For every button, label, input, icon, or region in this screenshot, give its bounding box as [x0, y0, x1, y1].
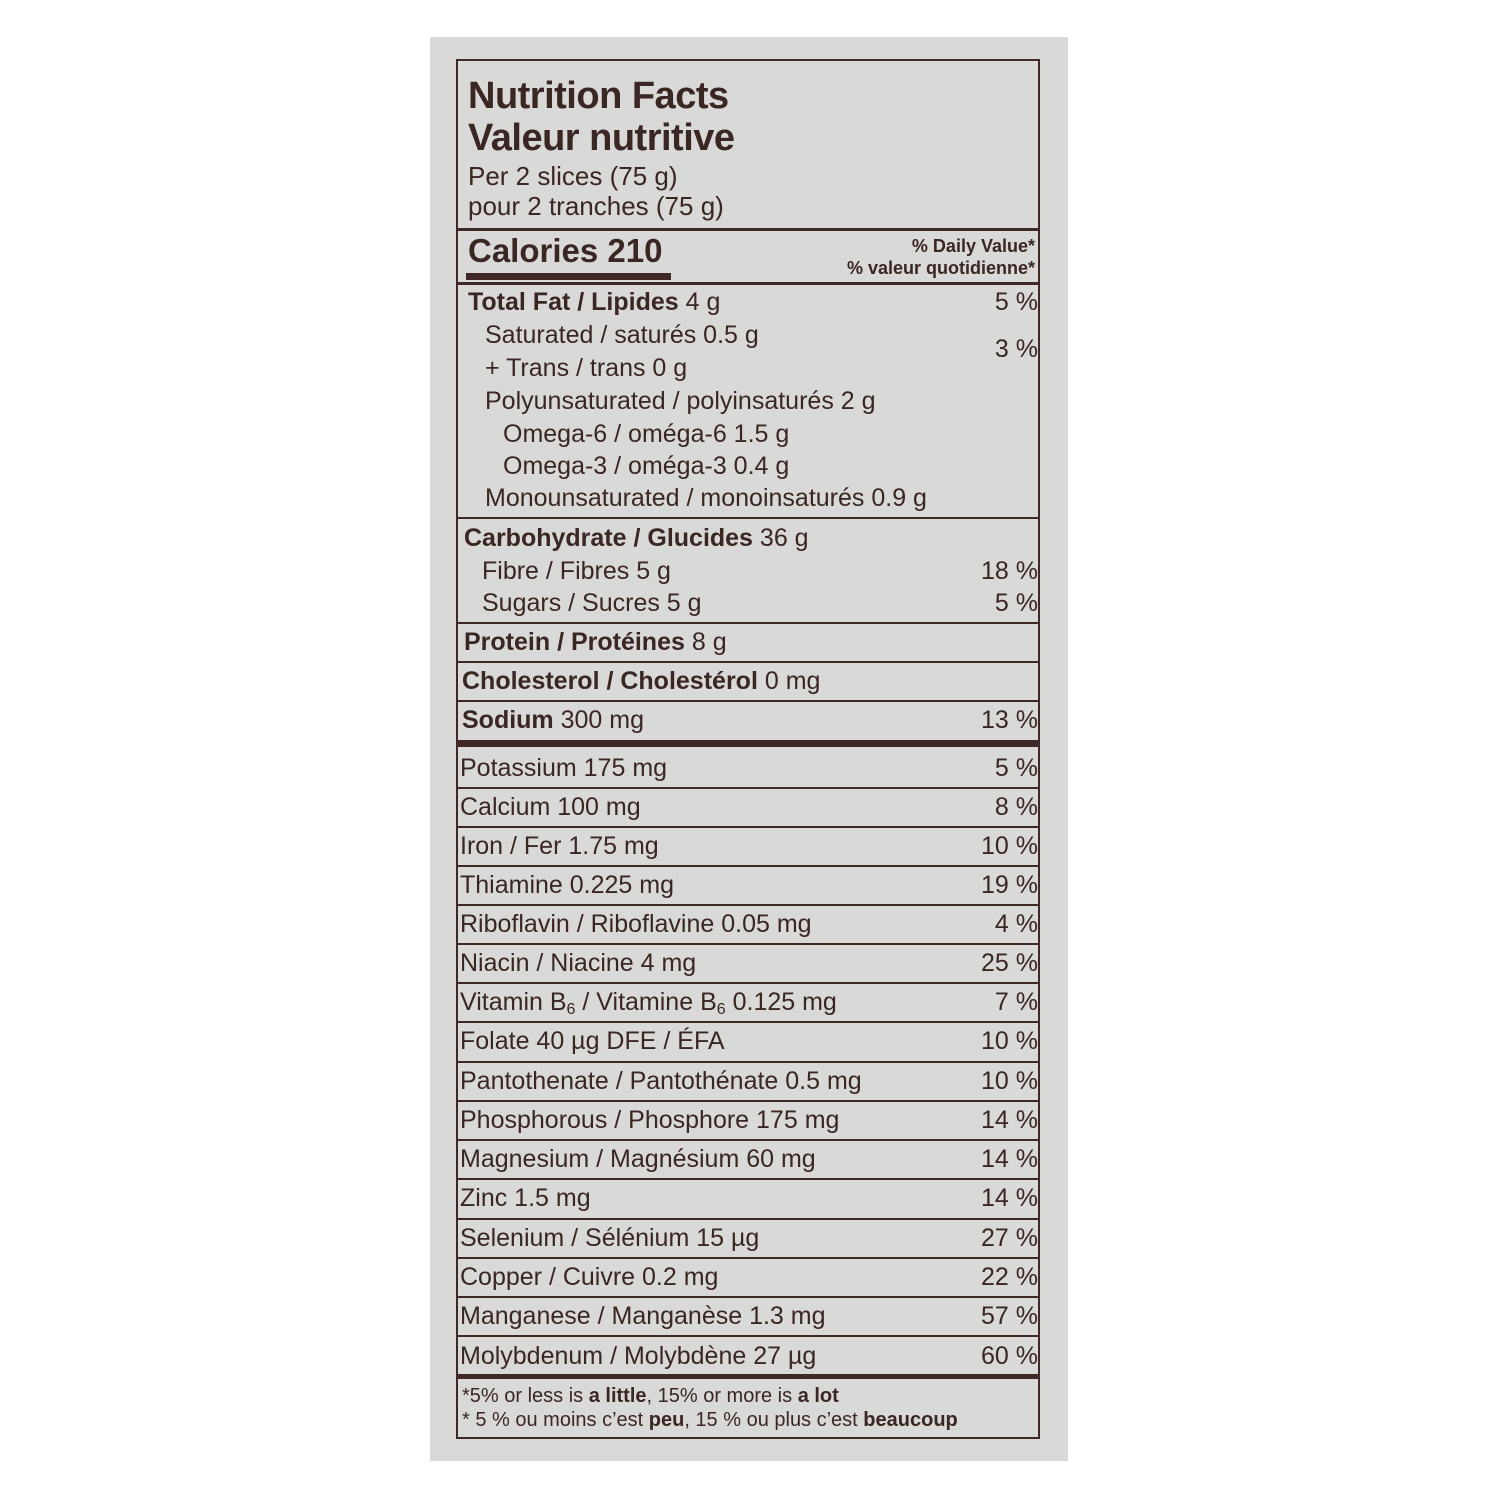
- total-fat-amount: 4 g: [685, 288, 721, 316]
- micro-dv: 10 %: [981, 1067, 1038, 1095]
- footnote-fr-part: * 5 % ou moins c’est: [462, 1409, 649, 1431]
- micro-name: Thiamine 0.225 mg: [460, 871, 675, 899]
- micro-row-manganese: [458, 1301, 1040, 1331]
- serving-size-en: Per 2 slices (75 g): [468, 161, 678, 191]
- nutrient-row-omega6: [458, 419, 1040, 449]
- sodium-amount: 300 mg: [560, 706, 645, 734]
- micro-dv: 60 %: [981, 1342, 1038, 1370]
- divider-micro: [458, 787, 1040, 789]
- title-en: Nutrition Facts: [468, 75, 729, 117]
- omega3-label: Omega-3 / oméga-3 0.4 g: [503, 452, 790, 480]
- sodium-label: Sodium: [462, 706, 554, 734]
- divider-cholesterol: [458, 700, 1040, 702]
- daily-value-header-fr: % valeur quotidienne*: [846, 258, 1035, 278]
- divider-micro: [458, 1296, 1040, 1298]
- divider-micro: [458, 1021, 1040, 1023]
- micro-row-pantothenate: [458, 1066, 1040, 1096]
- micro-row-potassium: [458, 753, 1040, 783]
- micro-row-zinc: [458, 1183, 1040, 1213]
- divider-micro: [458, 826, 1040, 828]
- sugars-dv: 5 %: [994, 589, 1038, 617]
- nutrient-row-monounsaturated: [458, 483, 1040, 513]
- micro-row-riboflavin: [458, 909, 1040, 939]
- divider-calories: [458, 282, 1040, 285]
- serving-size-fr: pour 2 tranches (75 g): [468, 191, 724, 221]
- micro-row-niacin: [458, 948, 1040, 978]
- label-background: [430, 37, 1068, 1461]
- micro-dv: 22 %: [981, 1263, 1038, 1291]
- micro-row-phosphorous: [458, 1105, 1040, 1135]
- divider-protein: [458, 661, 1040, 663]
- footnote-en-part: *5% or less is: [462, 1385, 589, 1407]
- micro-dv: 14 %: [981, 1106, 1038, 1134]
- nutrient-row-sodium: [458, 705, 1040, 735]
- nutrient-row-omega3: [458, 451, 1040, 481]
- footnote-fr: [462, 1410, 958, 1430]
- footnote-fr-emphasis: beaucoup: [863, 1409, 958, 1431]
- nutrient-row-fibre: [458, 556, 1040, 586]
- micro-row-copper: [458, 1262, 1040, 1292]
- nutrient-row-trans: [458, 353, 1040, 383]
- micro-name: Selenium / Sélénium 15 µg: [460, 1224, 760, 1252]
- micro-name: Potassium 175 mg: [460, 754, 668, 782]
- divider-micro: [458, 1100, 1040, 1102]
- total-fat-label: Total Fat / Lipides: [468, 288, 679, 316]
- divider-fat: [458, 517, 1040, 519]
- divider-serving: [458, 228, 1040, 231]
- micro-name: Riboflavin / Riboflavine 0.05 mg: [460, 910, 812, 938]
- micro-name: Phosphorous / Phosphore 175 mg: [460, 1106, 840, 1134]
- sugars-label: Sugars / Sucres 5 g: [482, 589, 702, 617]
- micro-dv: 10 %: [981, 832, 1038, 860]
- micro-name: Vitamin $B_6$ / Vitamine $B_6$ 0.125 mg: [460, 988, 837, 1018]
- divider-micro: [458, 1335, 1040, 1337]
- title-fr: Valeur nutritive: [468, 117, 735, 159]
- poly-label: Polyunsaturated / polyinsaturés 2 g: [485, 387, 876, 415]
- saturated-label: Saturated / saturés 0.5 g: [485, 321, 759, 349]
- micro-dv: 8 %: [994, 793, 1038, 821]
- footnote-en-part: , 15% or more is: [646, 1385, 798, 1407]
- mono-label: Monounsaturated / monoinsaturés 0.9 g: [485, 484, 927, 512]
- sodium-dv: 13 %: [981, 706, 1038, 734]
- nutrient-row-total-fat: [458, 287, 1040, 317]
- nutrient-row-carbohydrate: [458, 523, 1040, 553]
- calories-underline: [466, 273, 671, 280]
- divider-micro: [458, 1139, 1040, 1141]
- daily-value-header-en: % Daily Value*: [911, 236, 1035, 256]
- fibre-label: Fibre / Fibres 5 g: [482, 557, 671, 585]
- micro-dv: 5 %: [994, 754, 1038, 782]
- nutrient-row-protein: [458, 627, 1040, 657]
- micro-dv: 10 %: [981, 1027, 1038, 1055]
- micro-dv: 27 %: [981, 1224, 1038, 1252]
- nutrient-row-polyunsaturated: [458, 386, 1040, 416]
- micro-row-magnesium: [458, 1144, 1040, 1174]
- micro-dv: 4 %: [994, 910, 1038, 938]
- micro-name: Magnesium / Magnésium 60 mg: [460, 1145, 816, 1173]
- divider-micro: [458, 943, 1040, 945]
- micro-name: Pantothenate / Pantothénate 0.5 mg: [460, 1067, 862, 1095]
- micro-name: Folate 40 µg DFE / ÉFA: [460, 1027, 725, 1055]
- divider-micro: [458, 982, 1040, 984]
- footnote-fr-emphasis: peu: [648, 1409, 685, 1431]
- cholesterol-amount: 0 mg: [764, 667, 821, 695]
- micro-dv: 25 %: [981, 949, 1038, 977]
- nutrient-row-sugars: [458, 588, 1040, 618]
- micro-dv: 14 %: [981, 1184, 1038, 1212]
- nutrient-row-cholesterol: [458, 666, 1040, 696]
- micro-dv: 57 %: [981, 1302, 1038, 1330]
- footnote-en: [462, 1386, 839, 1406]
- calories-label: Calories: [468, 232, 599, 269]
- nutrition-facts-table: [456, 59, 1040, 1439]
- protein-label: Protein / Protéines: [464, 628, 685, 656]
- divider-carb: [458, 622, 1040, 624]
- fibre-dv: 18 %: [981, 557, 1038, 585]
- divider-micro: [458, 1178, 1040, 1180]
- micro-row-iron: [458, 831, 1040, 861]
- footnote-fr-part: , 15 % ou plus c’est: [684, 1409, 864, 1431]
- micro-name: Calcium 100 mg: [460, 793, 641, 821]
- calories-value: 210: [607, 232, 663, 269]
- cholesterol-label: Cholesterol / Cholestérol: [462, 667, 758, 695]
- micro-row-selenium: [458, 1223, 1040, 1253]
- carb-label: Carbohydrate / Glucides: [464, 524, 753, 552]
- divider-micro: [458, 1257, 1040, 1259]
- micro-row-calcium: [458, 792, 1040, 822]
- total-fat-dv: 5 %: [994, 288, 1038, 316]
- divider-micro: [458, 1061, 1040, 1063]
- protein-amount: 8 g: [691, 628, 727, 656]
- divider-micro: [458, 1218, 1040, 1220]
- micro-name: Niacin / Niacine 4 mg: [460, 949, 697, 977]
- micro-row-thiamine: [458, 870, 1040, 900]
- omega6-label: Omega-6 / oméga-6 1.5 g: [503, 420, 790, 448]
- micro-name: Copper / Cuivre 0.2 mg: [460, 1263, 719, 1291]
- footnote-en-emphasis: a lot: [797, 1385, 839, 1407]
- trans-label: + Trans / trans 0 g: [485, 354, 688, 382]
- micro-dv: 14 %: [981, 1145, 1038, 1173]
- footnote-en-emphasis: a little: [588, 1385, 647, 1407]
- carb-amount: 36 g: [759, 524, 809, 552]
- micro-dv: 19 %: [981, 871, 1038, 899]
- micro-dv: 7 %: [994, 988, 1038, 1016]
- sat-trans-dv: 3 %: [994, 335, 1038, 363]
- micro-row-folate: [458, 1026, 1040, 1056]
- divider-thick-footer: [458, 1374, 1040, 1379]
- micro-name: Manganese / Manganèse 1.3 mg: [460, 1302, 826, 1330]
- micro-row-molybdenum: [458, 1341, 1040, 1371]
- calories-line: [468, 234, 662, 267]
- divider-thick-sodium: [458, 740, 1040, 747]
- divider-micro: [458, 904, 1040, 906]
- micro-name: Iron / Fer 1.75 mg: [460, 832, 659, 860]
- divider-micro: [458, 865, 1040, 867]
- micro-row-vitamin-b6: [458, 987, 1040, 1017]
- micro-name: Molybdenum / Molybdène 27 µg: [460, 1342, 817, 1370]
- micro-name: Zinc 1.5 mg: [460, 1184, 591, 1212]
